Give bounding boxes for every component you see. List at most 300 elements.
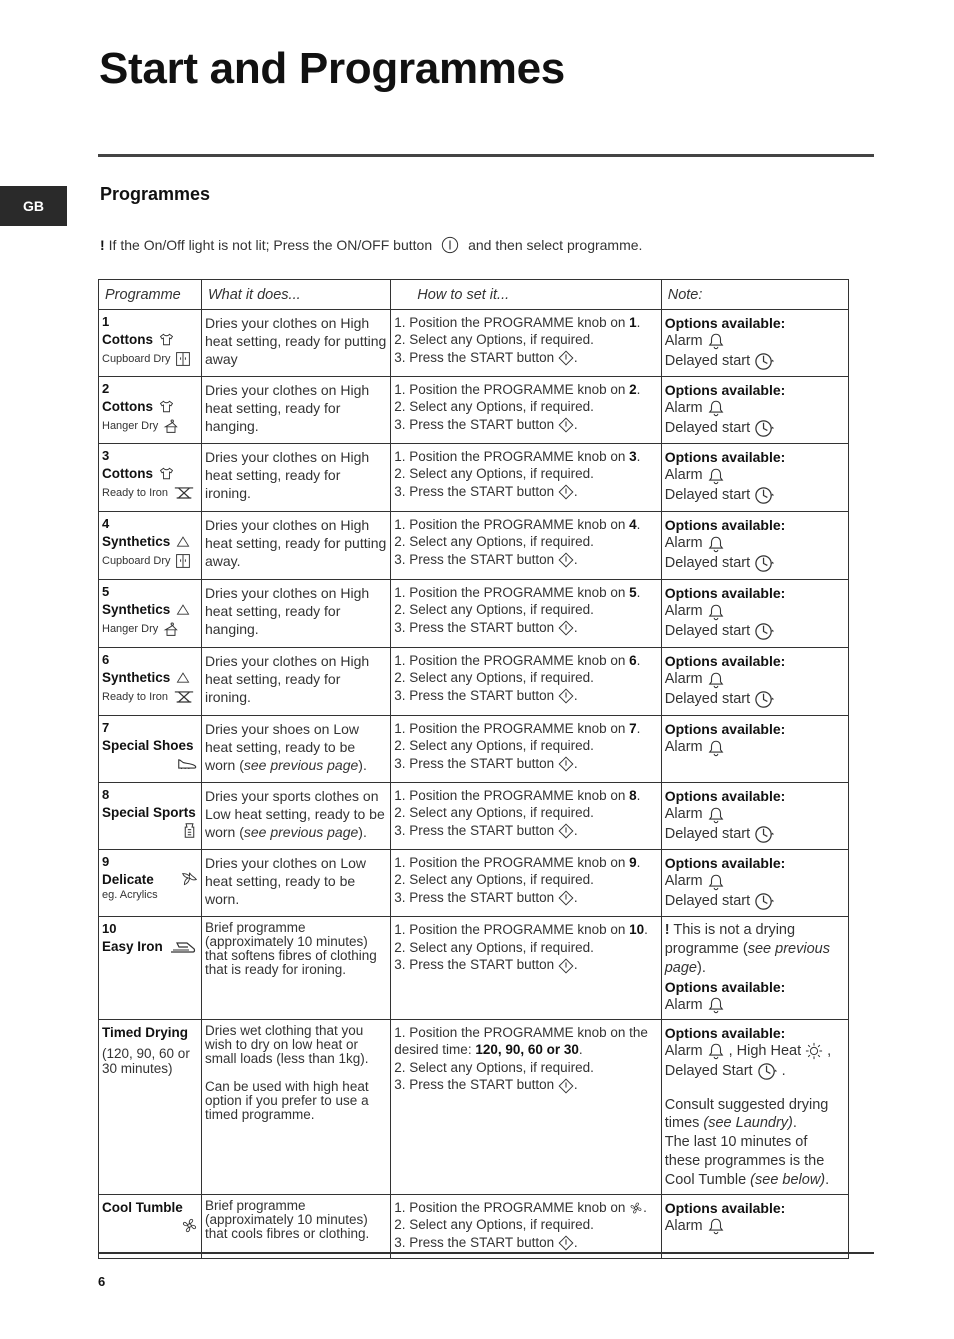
table-row — [99, 443, 849, 511]
step-text: 3. Press the START button — [394, 349, 555, 365]
option-alarm — [665, 738, 845, 757]
note-cell — [661, 782, 848, 849]
how-to-set-cell — [391, 916, 661, 1019]
page-number: 6 — [98, 1274, 106, 1289]
option-label: Alarm — [664, 806, 703, 823]
step-text: 3. Press the START button — [394, 1234, 555, 1250]
step-item: 2. Select any Options, if required. — [394, 1059, 594, 1075]
last-minutes-note: The last 10 minutes of these programmes is the Cool Tumble (see below). — [664, 1134, 830, 1188]
option-delayed-start — [665, 351, 845, 372]
step-text: 1. Position the PROGRAMME knob on — [394, 516, 630, 532]
delayed-start-icon — [757, 1061, 778, 1082]
note-cell — [661, 579, 848, 647]
warning-mark: ! — [100, 237, 105, 253]
consult-note: Consult suggested drying times (see Laundry). — [664, 1096, 829, 1132]
step-item: 2. Select any Options, if required. — [394, 1217, 594, 1233]
delayed-start-icon — [754, 891, 775, 912]
option-label: Delayed start — [664, 623, 751, 640]
last-text: The last 10 minutes of these programmes is the Cool Tumble — [664, 1134, 825, 1188]
step-item: 2. Select any Options, if required. — [394, 738, 594, 754]
step-item: 2. Select any Options, if required. — [394, 332, 594, 348]
step-item: 1. Position the PROGRAMME knob on 5. — [394, 584, 641, 600]
programme-name-wrap — [102, 465, 198, 483]
start-icon — [558, 350, 574, 366]
how-to-set-cell — [391, 376, 661, 443]
what-it-does-cell: Dries your clothes on High heat setting, ready for putting away. — [201, 511, 390, 579]
option-label: Alarm — [664, 467, 703, 484]
programme-name: Cottons — [102, 398, 153, 414]
options-title: Options available: — [664, 1024, 786, 1041]
programme-name-wrap — [102, 938, 198, 956]
option-label: Delayed start — [664, 555, 751, 572]
step-text: 1. Position the PROGRAMME knob on — [394, 787, 630, 803]
knob-position: 2 — [629, 381, 637, 397]
bell-icon — [707, 467, 725, 485]
programme-sub-wrap — [102, 351, 198, 367]
bell-icon — [707, 535, 725, 553]
knob-position: 6 — [629, 652, 637, 668]
bell-icon — [707, 671, 725, 689]
knob-position: 10 — [629, 921, 645, 937]
programme-number: 10 — [102, 920, 117, 936]
step-item: 1. Position the PROGRAMME knob on the desired time: 120, 90, 60 or 30. — [394, 1024, 648, 1058]
bell-icon — [707, 1217, 725, 1235]
programme-sub: Cupboard Dry — [102, 555, 171, 568]
hanger-dry-icon — [163, 621, 179, 637]
how-to-set-cell — [391, 309, 661, 376]
programme-sub: (120, 90, 60 or 30 minutes) — [102, 1046, 190, 1076]
programme-sub: Ready to Iron — [102, 486, 169, 499]
option-alarm — [665, 996, 845, 1015]
step-text: 1. Position the PROGRAMME knob on — [394, 314, 630, 330]
bell-icon — [707, 873, 725, 891]
option-delayed-start — [665, 621, 845, 642]
intro-note-text-after: and then select programme. — [468, 237, 643, 253]
synthetics-icon — [176, 603, 190, 617]
does-text-end: ). — [358, 824, 367, 841]
icon-wrap — [102, 754, 198, 772]
programme-cell — [99, 309, 202, 376]
option-label: Alarm — [664, 603, 703, 620]
option-alarm — [665, 872, 845, 891]
table-row — [99, 916, 849, 1019]
how-to-set-cell — [391, 715, 661, 782]
tshirt-icon — [159, 466, 174, 481]
options-title: Options available: — [664, 652, 786, 669]
step-text: 3. Press the START button — [394, 890, 555, 906]
option-label: Alarm — [664, 1042, 703, 1059]
icon-wrap — [102, 821, 198, 839]
note-cell — [661, 1019, 848, 1194]
programme-cell — [99, 1194, 202, 1258]
note-cell — [661, 715, 848, 782]
step-text: 3. Press the START button — [394, 484, 555, 499]
note-cell — [661, 916, 848, 1019]
what-it-does-cell: Dries your clothes on High heat setting, ready for hanging. — [201, 376, 390, 443]
step-item: 2. Select any Options, if required. — [394, 939, 594, 955]
step-item: 2. Select any Options, if required. — [394, 805, 594, 821]
delayed-start-icon — [754, 485, 775, 506]
time-options: 120, 90, 60 or 30 — [475, 1042, 579, 1058]
option-label: Alarm — [664, 535, 703, 552]
table-row — [99, 579, 849, 647]
programme-name: Delicate — [102, 871, 154, 887]
knob-position: 1 — [629, 314, 637, 330]
options-title: Options available: — [664, 1199, 786, 1216]
what-it-does-cell: Brief programme (approximately 10 minutes) that cools fibres or clothing. — [201, 1194, 390, 1258]
options-title: Options available: — [664, 584, 786, 601]
option-delayed-start — [665, 891, 845, 912]
programme-name-wrap — [102, 669, 198, 687]
step-item: 1. Position the PROGRAMME knob on 9. — [394, 854, 641, 870]
programme-sub: Hanger Dry — [102, 623, 159, 636]
knob-position: 7 — [629, 720, 637, 736]
option-delayed-start — [665, 485, 845, 506]
hanger-dry-icon — [163, 418, 179, 434]
start-icon — [558, 756, 574, 772]
table-row — [99, 511, 849, 579]
warning-italic: see previous page — [664, 940, 830, 976]
option-label: Alarm — [664, 671, 703, 688]
step-text: 3. Press the START button — [394, 552, 555, 567]
step-text: 1. Position the PROGRAMME knob on — [394, 854, 630, 870]
bell-icon — [707, 332, 725, 350]
options-title: Options available: — [664, 854, 786, 871]
table-row — [99, 1194, 849, 1258]
step-item: 3. Press the START button . — [394, 957, 578, 973]
bell-icon — [707, 1042, 725, 1060]
last-italic: (see below) — [750, 1171, 826, 1188]
programme-cell — [99, 443, 202, 511]
programme-name: Synthetics — [102, 601, 171, 617]
step-text: 3. Press the START button — [394, 1077, 555, 1093]
step-item: 3. Press the START button . — [394, 416, 578, 432]
start-icon — [558, 958, 574, 974]
step-item: 3. Press the START button . — [394, 890, 578, 906]
start-icon — [558, 688, 574, 704]
step-item: 1. Position the PROGRAMME knob on 1. — [394, 314, 641, 330]
option-label: Alarm — [664, 739, 703, 756]
option-alarm — [665, 332, 845, 351]
step-item: 3. Press the START button . — [394, 823, 578, 838]
start-icon — [558, 484, 574, 500]
note-cell — [661, 849, 848, 916]
step-text: 1. Position the PROGRAMME knob on — [394, 1199, 626, 1215]
programme-cell — [99, 579, 202, 647]
delayed-start-icon — [754, 351, 775, 372]
programme-cell — [99, 849, 202, 916]
bell-icon — [707, 739, 725, 757]
language-tab: GB — [0, 186, 67, 226]
option-label: Delayed start — [664, 419, 751, 436]
programme-number: 2 — [102, 380, 110, 396]
knob-position: 3 — [629, 448, 637, 464]
note-cell — [661, 443, 848, 511]
fan-icon — [629, 1201, 643, 1215]
step-item: 1. Position the PROGRAMME knob on 6. — [394, 652, 641, 668]
option-label: Delayed start — [664, 487, 751, 504]
sports-shirt-icon — [181, 822, 198, 839]
programme-number: 5 — [102, 583, 110, 599]
option-label: Delayed start — [664, 691, 751, 708]
option-delayed-start — [665, 418, 845, 439]
programme-number: 9 — [102, 853, 110, 869]
step-text: 3. Press the START button — [394, 823, 555, 838]
does-italic: see previous page — [243, 824, 359, 841]
programme-name: Synthetics — [102, 669, 171, 685]
start-icon — [558, 620, 574, 636]
note-cell — [661, 511, 848, 579]
programme-number: 8 — [102, 786, 110, 802]
table-row — [99, 849, 849, 916]
step-item: 3. Press the START button . — [394, 1077, 578, 1093]
option-delayed-start: Delayed Start . — [665, 1061, 845, 1082]
what-it-does-cell: Dries your clothes on High heat setting, ready for hanging. — [201, 579, 390, 647]
bell-icon — [707, 603, 725, 621]
section-title: Programmes — [100, 184, 211, 204]
note-cell — [661, 1194, 848, 1258]
delayed-start-icon — [754, 824, 775, 845]
power-icon — [441, 236, 459, 254]
warning-text-end: ). — [697, 959, 706, 976]
step-item: 1. Position the PROGRAMME knob on 7. — [394, 720, 641, 736]
what-it-does-cell — [201, 1019, 390, 1194]
programme-sub-wrap — [102, 621, 198, 637]
step-item: 3. Press the START button . — [394, 1234, 578, 1250]
header-how-to-set: How to set it... — [391, 280, 661, 310]
delayed-start-icon — [754, 621, 775, 642]
bell-icon — [707, 806, 725, 824]
header-what-it-does: What it does... — [201, 280, 390, 310]
programme-cell — [99, 511, 202, 579]
programme-sub-wrap — [102, 689, 198, 704]
note-cell — [661, 376, 848, 443]
ready-to-iron-icon — [173, 485, 195, 500]
option-label: Delayed start — [664, 893, 751, 910]
option-alarm — [665, 602, 845, 621]
knob-position: 5 — [629, 584, 637, 600]
note-cell — [661, 647, 848, 715]
programme-number: 4 — [102, 515, 110, 531]
what-it-does-cell: Brief programme (approximately 10 minutes) that softens fibres of clothing that is ready for ironing. — [201, 916, 390, 1019]
table-row — [99, 1019, 849, 1194]
option-delayed-start — [665, 824, 845, 845]
option-label: Alarm — [664, 400, 703, 417]
programme-name: Easy Iron — [102, 938, 163, 954]
options-title: Options available: — [664, 720, 786, 737]
step-text: 3. Press the START button — [394, 756, 555, 771]
knob-position: 4 — [629, 516, 637, 532]
does-text-end: ). — [358, 757, 367, 774]
step-text: 3. Press the START button — [394, 416, 555, 432]
programme-sub-wrap — [102, 485, 198, 500]
consult-text: Consult suggested drying times — [664, 1096, 829, 1132]
programme-number: 7 — [102, 719, 110, 735]
step-item: 2. Select any Options, if required. — [394, 670, 594, 686]
option-alarm — [665, 1217, 845, 1236]
option-alarm — [665, 399, 845, 418]
programme-number: 6 — [102, 651, 110, 667]
step-item: 1. Position the PROGRAMME knob on 4. — [394, 516, 641, 532]
does-text: Dries wet clothing that you wish to dry on low heat or small loads (less than 1kg). — [204, 1022, 369, 1066]
cupboard-dry-icon — [175, 553, 191, 569]
step-text: 1. Position the PROGRAMME knob on — [394, 584, 630, 600]
option-alarm-high-heat: Alarm , High Heat , — [664, 1042, 832, 1059]
programme-sub: Ready to Iron — [102, 690, 169, 703]
programme-name: Special Shoes — [102, 737, 194, 753]
step-text: 1. Position the PROGRAMME knob on — [394, 448, 630, 464]
step-item: 1. Position the PROGRAMME knob on . — [394, 1199, 647, 1215]
option-label: Alarm — [664, 873, 703, 890]
option-label: Delayed Start — [664, 1062, 753, 1079]
option-label: Alarm — [664, 996, 703, 1013]
start-icon — [558, 552, 574, 568]
programme-name-wrap — [102, 331, 198, 349]
how-to-set-cell — [391, 782, 661, 849]
programme-cell — [99, 916, 202, 1019]
synthetics-icon — [176, 535, 190, 549]
does-italic: see previous page — [243, 757, 359, 774]
programme-sub: eg. Acrylics — [102, 889, 158, 902]
how-to-set-cell — [391, 443, 661, 511]
step-item: 3. Press the START button . — [394, 484, 578, 499]
bell-icon — [707, 996, 725, 1014]
programme-name: Timed Drying — [102, 1024, 189, 1040]
step-item: 1. Position the PROGRAMME knob on 10. — [394, 921, 648, 937]
tshirt-icon — [159, 332, 174, 347]
how-to-set-cell — [391, 1019, 661, 1194]
programme-number: 3 — [102, 447, 110, 463]
step-text: 1. Position the PROGRAMME knob on — [394, 652, 630, 668]
knob-position: 9 — [629, 854, 637, 870]
page-title: Start and Programmes — [99, 44, 565, 93]
table-row — [99, 309, 849, 376]
programme-name: Cottons — [102, 465, 153, 481]
warning-text: This is not a drying programme ( — [664, 921, 796, 957]
programme-name: Cool Tumble — [102, 1199, 183, 1215]
options-title: Options available: — [664, 448, 786, 465]
does-text-2: Can be used with high heat option if you prefer to use a timed programme. — [204, 1079, 369, 1123]
table-row — [99, 782, 849, 849]
start-icon — [558, 890, 574, 906]
programme-cell — [99, 647, 202, 715]
programme-name-wrap — [102, 601, 198, 619]
intro-note-text-before: If the On/Off light is not lit; Press the ON/OFF button — [108, 237, 433, 253]
step-item: 1. Position the PROGRAMME knob on 3. — [394, 448, 641, 464]
programme-cell — [99, 715, 202, 782]
what-it-does-cell — [201, 782, 390, 849]
table-header-row — [99, 280, 849, 310]
delayed-start-icon — [754, 418, 775, 439]
how-to-set-cell — [391, 1194, 661, 1258]
what-it-does-cell: Dries your clothes on Low heat setting, ready to be worn. — [201, 849, 390, 916]
step-item: 3. Press the START button . — [394, 688, 578, 703]
programme-number: 1 — [102, 313, 110, 329]
step-text: 3. Press the START button — [394, 688, 555, 703]
table-row — [99, 647, 849, 715]
tshirt-icon — [159, 399, 174, 414]
easy-iron-icon — [169, 939, 197, 955]
programme-name-wrap — [102, 533, 198, 551]
footer-divider — [98, 1252, 874, 1254]
programme-name: Special Sports — [102, 804, 196, 820]
fan-icon — [181, 1217, 198, 1234]
does-text: Dries your shoes on Low heat setting, ready to be worn ( — [204, 720, 360, 774]
step-item: 3. Press the START button . — [394, 620, 578, 635]
programme-name-wrap — [102, 871, 198, 889]
programme-cell — [99, 376, 202, 443]
programmes-table — [98, 279, 849, 1259]
step-text: 1. Position the PROGRAMME knob on — [394, 921, 630, 937]
step-item: 2. Select any Options, if required. — [394, 534, 594, 550]
bell-icon — [707, 399, 725, 417]
table-row — [99, 376, 849, 443]
step-text: 1. Position the PROGRAMME knob on — [394, 381, 630, 397]
does-text: Dries your sports clothes on Low heat setting, ready to be worn ( — [204, 787, 385, 841]
options-title: Options available: — [664, 516, 786, 533]
table-row — [99, 715, 849, 782]
icon-wrap — [102, 1216, 198, 1234]
step-text: 1. Position the PROGRAMME knob on — [394, 720, 630, 736]
start-icon — [558, 1235, 574, 1251]
step-item: 1. Position the PROGRAMME knob on 8. — [394, 787, 641, 803]
note-cell — [661, 309, 848, 376]
step-item: 3. Press the START button . — [394, 349, 578, 365]
options-title: Options available: — [664, 787, 786, 804]
synthetics-icon — [176, 671, 190, 685]
what-it-does-cell: Dries your clothes on High heat setting, ready for ironing. — [201, 647, 390, 715]
option-label: Alarm — [664, 1217, 703, 1234]
intro-note — [100, 236, 642, 254]
warning-mark: ! — [664, 921, 670, 938]
sun-icon — [805, 1042, 823, 1060]
option-label: Delayed start — [664, 352, 751, 369]
warning-note — [665, 921, 845, 978]
step-item: 2. Select any Options, if required. — [394, 872, 594, 888]
delayed-start-icon — [754, 689, 775, 710]
delayed-start-icon — [754, 553, 775, 574]
programme-sub: Cupboard Dry — [102, 353, 171, 366]
step-text: 1. Position the PROGRAMME knob on the desired time: — [394, 1024, 648, 1058]
step-item: 3. Press the START button . — [394, 552, 578, 567]
option-delayed-start — [665, 553, 845, 574]
option-label: Alarm — [664, 333, 703, 350]
step-item: 3. Press the START button . — [394, 756, 578, 771]
option-delayed-start — [665, 689, 845, 710]
step-item: 2. Select any Options, if required. — [394, 602, 594, 618]
programme-cell — [99, 1019, 202, 1194]
programme-sub-wrap — [102, 418, 198, 434]
options-title: Options available: — [664, 314, 786, 331]
what-it-does-cell: Dries your clothes on High heat setting, ready for ironing. — [201, 443, 390, 511]
consult-italic: (see Laundry) — [703, 1115, 793, 1132]
what-it-does-cell — [201, 715, 390, 782]
step-item: 2. Select any Options, if required. — [394, 399, 594, 415]
step-item: 2. Select any Options, if required. — [394, 466, 594, 482]
programme-sub: Hanger Dry — [102, 420, 159, 433]
how-to-set-cell — [391, 511, 661, 579]
knob-position: 8 — [629, 787, 637, 803]
what-it-does-cell: Dries your clothes on High heat setting, ready for putting away — [201, 309, 390, 376]
ready-to-iron-icon — [173, 689, 195, 704]
option-label: Delayed start — [664, 826, 751, 843]
option-alarm — [665, 466, 845, 485]
shoe-icon — [176, 756, 198, 771]
option-alarm — [665, 534, 845, 553]
programme-name: Cottons — [102, 331, 153, 347]
options-title: Options available: — [664, 381, 786, 398]
start-icon — [558, 823, 574, 839]
